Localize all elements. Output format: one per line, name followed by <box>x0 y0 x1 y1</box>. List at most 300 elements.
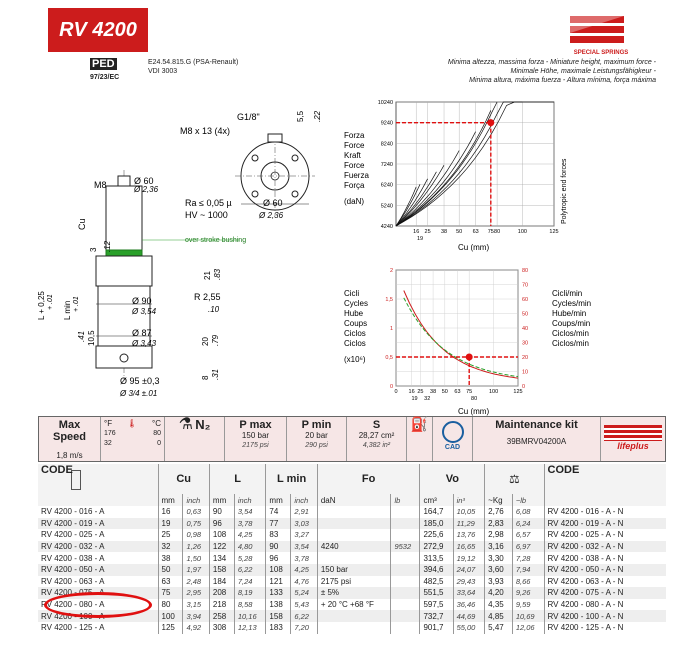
fo-cell <box>391 564 420 576</box>
value-cell: 7,28 <box>512 552 544 564</box>
force-x-tick: 50 <box>456 229 463 235</box>
value-cell: 308 <box>209 622 234 634</box>
spec-gas <box>165 417 225 461</box>
force-x-tick: 16 <box>413 229 420 235</box>
temp-f-unit: °F <box>104 419 113 428</box>
cycles-y-right-tick: 40 <box>522 326 529 332</box>
value-cell: 6,57 <box>512 529 544 541</box>
temp-c-unit: °C <box>152 419 161 428</box>
value-cell: 5,24 <box>291 587 317 599</box>
value-cell: 16,65 <box>453 541 485 553</box>
force-curve <box>396 110 491 226</box>
cycles-curve <box>404 291 518 379</box>
value-cell: 5,43 <box>291 599 317 611</box>
value-cell: 7,94 <box>512 564 544 576</box>
table-row <box>38 552 666 564</box>
s-alt: 4,382 in² <box>362 442 391 449</box>
dim-95: Ø 95 ±0,3 <box>120 376 160 386</box>
cycles-x-tick: 38 <box>430 389 437 395</box>
force-x-tick: 63 <box>472 229 479 235</box>
dim-20: 20 <box>201 337 210 346</box>
value-cell: 133 <box>266 587 291 599</box>
force-x-tick: 80 <box>494 229 501 235</box>
code2-cell: RV 4200 - 075 - A - N <box>544 587 666 599</box>
value-cell: 225,6 <box>420 529 453 541</box>
cycles-y-right-tick: 70 <box>522 282 529 289</box>
value-cell: 6,24 <box>512 518 544 530</box>
code-cell: RV 4200 - 080 - A <box>41 600 105 610</box>
dim-ra: Ra ≤ 0,05 µ <box>185 198 232 208</box>
dim-lplus-in: + .01 <box>47 294 54 310</box>
dim-lmin-in: + .01 <box>73 296 80 312</box>
value-cell: 90 <box>209 506 234 518</box>
spec-s <box>347 417 407 461</box>
unit-cell: lb <box>391 494 420 506</box>
lifeplus-label: lifeplus <box>617 441 649 451</box>
table-row <box>38 541 666 553</box>
dim-236b: Ø 2,36 <box>259 211 284 220</box>
value-cell: 108 <box>266 564 291 576</box>
fo-cell <box>391 622 420 634</box>
cycles-y-right-tick: 10 <box>522 369 529 376</box>
fo-cell <box>391 506 420 518</box>
value-cell: 63 <box>158 576 183 588</box>
value-cell: 29,43 <box>453 576 485 588</box>
brand-logo-icon <box>566 14 628 52</box>
value-cell: 2,98 <box>485 529 513 541</box>
value-cell: 11,29 <box>453 518 485 530</box>
value-cell: 4,25 <box>234 529 266 541</box>
dim-60a: Ø 60 <box>134 176 154 186</box>
value-cell: 13,76 <box>453 529 485 541</box>
fo-cell <box>317 552 391 564</box>
value-cell: 134 <box>209 552 234 564</box>
value-cell: 184 <box>209 576 234 588</box>
value-cell: 83 <box>266 529 291 541</box>
force-ylabel-2: Kraft <box>344 151 361 160</box>
dim-m8x13: M8 x 13 (4x) <box>180 126 231 136</box>
cycles-left-label-4: Ciclos <box>344 329 366 338</box>
brand-name: SPECIAL SPRINGS <box>573 50 629 56</box>
value-cell: 164,7 <box>420 506 453 518</box>
force-ylabel-4: Fuerza <box>344 171 369 180</box>
standard-line: VDI 3003 <box>148 68 178 75</box>
code2-cell: RV 4200 - 050 - A - N <box>544 564 666 576</box>
dim-r255: R 2,55 <box>194 292 221 302</box>
value-cell: 4,76 <box>291 576 317 588</box>
value-cell: 7,24 <box>234 576 266 588</box>
value-cell: 1,97 <box>183 564 209 576</box>
highlight-circle <box>44 592 152 618</box>
spec-cad[interactable] <box>433 417 473 461</box>
force-ylabel-0: Forza <box>344 131 365 140</box>
fo-cell: 150 bar <box>317 564 391 576</box>
value-cell: 2,83 <box>485 518 513 530</box>
dim-g: G1/8" <box>237 112 260 122</box>
cycles-marker-point <box>466 354 473 361</box>
force-y-tick: 5240 <box>380 203 393 210</box>
code2-cell: RV 4200 - 025 - A - N <box>544 529 666 541</box>
fo-cell: 9532 <box>391 541 420 553</box>
force-y-tick: 6240 <box>380 182 393 189</box>
code2-cell: RV 4200 - 032 - A - N <box>544 541 666 553</box>
col-code <box>38 464 158 494</box>
cycles-left-label-5: Ciclos <box>344 339 366 348</box>
value-cell: 482,5 <box>420 576 453 588</box>
maintenance-label: Maintenance kit <box>495 419 578 431</box>
value-cell: 218 <box>209 599 234 611</box>
code-cell: RV 4200 - 050 - A <box>38 564 158 576</box>
force-y-tick: 7240 <box>380 162 393 168</box>
value-cell: 75 <box>158 587 183 599</box>
value-cell: 3,60 <box>485 564 513 576</box>
cycles-per-min-curve <box>404 298 518 377</box>
fo-cell <box>391 610 420 622</box>
force-marker-point <box>487 119 494 126</box>
cycles-y-left-tick: 0 <box>389 384 393 390</box>
cycles-left-label-0: Cicli <box>344 289 360 298</box>
force-y-tick: 4240 <box>380 224 393 230</box>
unit-cell: cm³ <box>420 494 453 506</box>
table-row <box>38 622 666 634</box>
unit-cell: in³ <box>453 494 485 506</box>
p-min-alt: 290 psi <box>305 442 328 449</box>
force-right-label: Polytropic end forces <box>561 158 568 224</box>
force-chart <box>340 96 582 252</box>
cycles-x-tick: 100 <box>489 389 499 395</box>
value-cell: 6,97 <box>512 541 544 553</box>
value-cell: 96 <box>209 518 234 530</box>
cycles-right-label-0: Cicli/min <box>552 289 583 298</box>
value-cell: 125 <box>158 622 183 634</box>
product-title: RV 4200 <box>48 8 148 52</box>
value-cell: 3,78 <box>234 518 266 530</box>
temp-f-max: 176 <box>104 430 116 437</box>
spec-p-max <box>225 417 287 461</box>
cycles-y-right-tick: 30 <box>522 340 529 347</box>
unit-blank <box>544 494 666 506</box>
value-cell: 3,94 <box>183 610 209 622</box>
cycles-x-tick: 0 <box>394 389 398 395</box>
standards <box>148 58 238 76</box>
cycles-x-subtick: 19 <box>411 396 418 402</box>
cycles-left-label-1: Cycles <box>344 299 369 308</box>
spec-p-min <box>287 417 347 461</box>
value-cell: 10,05 <box>453 506 485 518</box>
dim-34: Ø 3/4 ±.01 <box>120 389 158 398</box>
dim-m8: M8 <box>94 180 107 190</box>
fo-cell <box>317 506 391 518</box>
cad-disc-icon <box>442 421 464 443</box>
value-cell: 2,95 <box>183 587 209 599</box>
value-cell: 901,7 <box>420 622 453 634</box>
value-cell: 96 <box>266 552 291 564</box>
value-cell: 5,47 <box>485 622 513 634</box>
code2-cell: RV 4200 - 038 - A - N <box>544 552 666 564</box>
fo-cell <box>317 610 391 622</box>
cycles-right-label-5: Ciclos/min <box>552 339 589 348</box>
cycles-y-right-tick: 20 <box>522 355 529 361</box>
value-cell: 3,03 <box>291 518 317 530</box>
value-cell: 313,5 <box>420 552 453 564</box>
dim-87: Ø 87 <box>132 328 152 338</box>
value-cell: 5,28 <box>234 552 266 564</box>
fo-cell <box>391 518 420 530</box>
value-cell: 74 <box>266 506 291 518</box>
code-cell: RV 4200 - 100 - A <box>38 610 158 622</box>
code2-cell: RV 4200 - 016 - A - N <box>544 506 666 518</box>
force-ylabel-7: (daN) <box>344 197 365 206</box>
value-cell: 12,06 <box>512 622 544 634</box>
fo-cell: 4240 <box>317 541 391 553</box>
value-cell: 2,48 <box>183 576 209 588</box>
value-cell: 8,58 <box>234 599 266 611</box>
value-cell: 208 <box>209 587 234 599</box>
table-row <box>38 506 666 518</box>
code-cell: RV 4200 - 038 - A <box>41 553 105 563</box>
value-cell: 19,12 <box>453 552 485 564</box>
value-cell: 1,26 <box>183 541 209 553</box>
maintenance-value: 39BMRV04200A <box>506 437 567 446</box>
value-cell: 16 <box>158 506 183 518</box>
cycles-x-tick: 125 <box>513 389 523 395</box>
unit-cell: inch <box>183 494 209 506</box>
value-cell: 0,75 <box>183 518 209 530</box>
cycles-y-right-tick: 50 <box>522 311 529 318</box>
unit-cell: inch <box>291 494 317 506</box>
value-cell: 158 <box>266 610 291 622</box>
dim-22: .22 <box>313 110 322 122</box>
cycles-x-subtick: 80 <box>471 396 478 402</box>
force-x-tick: 25 <box>424 229 431 235</box>
temp-c-max: 80 <box>153 430 161 437</box>
dim-12: .12 <box>103 240 112 252</box>
cycles-x-tick: 50 <box>441 389 448 395</box>
dim-41: .41 <box>77 330 86 342</box>
cycles-x-subtick: 32 <box>424 396 431 402</box>
value-cell: 6,08 <box>512 506 544 518</box>
cycles-xlabel: Cu (mm) <box>458 407 490 416</box>
p-min-value: 20 bar <box>305 431 328 440</box>
cycles-left-label-2: Hube <box>344 309 364 318</box>
cycles-y-left-tick: 0,5 <box>385 355 393 361</box>
unit-cell: ~Kg <box>485 494 513 506</box>
spec-max-speed <box>39 417 101 461</box>
value-cell: 3,54 <box>291 541 317 553</box>
value-cell: 3,15 <box>183 599 209 611</box>
cycles-right-label-1: Cycles/min <box>552 299 592 308</box>
value-cell: 551,5 <box>420 587 453 599</box>
force-x-subtick: 19 <box>416 236 424 242</box>
col-code2-label: CODE <box>547 464 580 476</box>
cycles-chart <box>340 262 640 416</box>
cycles-left-label-7: (x10⁶) <box>344 355 366 364</box>
dim-hv: HV ~ 1000 <box>185 210 228 220</box>
value-cell: 4,85 <box>485 610 513 622</box>
value-cell: 4,25 <box>291 564 317 576</box>
dim-90: Ø 90 <box>132 296 152 306</box>
value-cell: 55,00 <box>453 622 485 634</box>
value-cell: 1,50 <box>183 552 209 564</box>
value-cell: 0,98 <box>183 529 209 541</box>
table-row <box>38 529 666 541</box>
value-cell: 272,9 <box>420 541 453 553</box>
thermometer-icon: 🌡 <box>126 419 138 428</box>
force-x-tick: 100 <box>517 229 527 235</box>
fo-cell <box>391 599 420 611</box>
gas-label: N₂ <box>195 417 211 432</box>
cycles-y-right-tick: 60 <box>522 297 529 303</box>
description-line: Minimale Höhe, maximale Leistungsfähigkeur - <box>510 68 656 75</box>
value-cell: 25 <box>158 529 183 541</box>
standard-line: E24.54.815.G (PSA-Renault) <box>148 59 239 66</box>
force-xlabel: Cu (mm) <box>458 243 490 252</box>
spec-oil <box>407 417 433 461</box>
code-cell: RV 4200 - 032 - A <box>38 541 158 553</box>
dim-105: 10,5 <box>87 330 96 346</box>
value-cell: 2,76 <box>485 506 513 518</box>
oil-icon: ⛽ <box>410 416 429 432</box>
unit-cell: mm <box>266 494 291 506</box>
brand-logo <box>566 14 628 54</box>
dim-21: 21 <box>203 271 212 280</box>
value-cell: 3,27 <box>291 529 317 541</box>
over-stroke-label: over stroke bushing <box>185 237 247 244</box>
dim-55: 5,5 <box>296 110 305 122</box>
fo-cell: 2175 psi <box>317 576 391 588</box>
gas-bottle-icon: ⚗ <box>178 416 193 433</box>
value-cell: 10,69 <box>512 610 544 622</box>
dim-3: 3 <box>89 247 98 252</box>
cycles-y-left-tick: 2 <box>389 268 393 274</box>
value-cell: 732,7 <box>420 610 453 622</box>
code-cell: RV 4200 - 019 - A <box>38 518 158 530</box>
description-line: Minima altezza, massima forza - Miniature height, maximum force - <box>447 59 656 66</box>
code2-cell: RV 4200 - 063 - A - N <box>544 576 666 588</box>
max-speed-label: Max Speed <box>52 419 86 443</box>
ped-mark <box>90 58 117 70</box>
cycles-x-tick: 16 <box>408 389 415 395</box>
ped-sub: 97/23/EC <box>90 74 120 81</box>
cycles-y-right-tick: 0 <box>522 384 526 390</box>
value-cell: 3,30 <box>485 552 513 564</box>
spec-strip <box>38 416 666 462</box>
code-cell: RV 4200 - 025 - A <box>41 530 105 540</box>
value-cell: 50 <box>158 564 183 576</box>
value-cell: 36,46 <box>453 599 485 611</box>
dim-83: .83 <box>213 268 222 280</box>
code-cell: RV 4200 - 063 - A <box>41 576 105 586</box>
force-x-tick: 38 <box>440 229 448 235</box>
weight-icon: ⚖ <box>508 472 520 486</box>
unit-cell: mm <box>158 494 183 506</box>
value-cell: 3,93 <box>485 576 513 588</box>
cycles-x-tick: 75 <box>466 389 473 395</box>
fo-cell <box>317 518 391 530</box>
force-x-tick: 125 <box>549 229 559 235</box>
code-cell: RV 4200 - 075 - A <box>38 587 158 599</box>
table-row <box>38 576 666 588</box>
p-min-label: P min <box>301 419 332 431</box>
value-cell: 77 <box>266 518 291 530</box>
code2-cell: RV 4200 - 125 - A - N <box>544 622 666 634</box>
code2-cell: RV 4200 - 019 - A - N <box>544 518 666 530</box>
col-l: L <box>209 464 266 494</box>
force-ylabel-1: Force <box>344 141 365 150</box>
fo-cell <box>317 529 391 541</box>
force-y-tick: 9240 <box>380 120 393 127</box>
value-cell: 108 <box>209 529 234 541</box>
fo-cell <box>317 622 391 634</box>
value-cell: 183 <box>266 622 291 634</box>
value-cell: 8,66 <box>512 576 544 588</box>
value-cell: 9,26 <box>512 587 544 599</box>
force-ylabel-5: Força <box>344 181 365 190</box>
unit-cell: mm <box>209 494 234 506</box>
units-blank <box>38 494 158 506</box>
value-cell: 10,16 <box>234 610 266 622</box>
value-cell: 4,35 <box>485 599 513 611</box>
value-cell: 394,6 <box>420 564 453 576</box>
code2-cell: RV 4200 - 100 - A - N <box>544 610 666 622</box>
value-cell: 3,78 <box>291 552 317 564</box>
value-cell: 7,20 <box>291 622 317 634</box>
fo-cell: ± 5% <box>317 587 391 599</box>
value-cell: 44,69 <box>453 610 485 622</box>
col-lmin: L min <box>266 464 317 494</box>
code-cell: RV 4200 - 016 - A <box>41 507 105 517</box>
dim-lmin: L min <box>63 300 72 320</box>
value-cell: 185,0 <box>420 518 453 530</box>
spec-maintenance <box>473 417 601 461</box>
col-cu: Cu <box>158 464 209 494</box>
fo-cell: + 20 °C +68 °F <box>317 599 391 611</box>
p-max-label: P max <box>239 419 272 431</box>
dim-lplus: L + 0,25 <box>37 291 46 320</box>
description-line: Minima altura, máxima fuerza - Altura mínima, força máxima <box>469 77 656 84</box>
technical-drawing <box>30 90 340 410</box>
unit-cell: ~lb <box>512 494 544 506</box>
value-cell: 6,22 <box>291 610 317 622</box>
max-speed-value: 1,8 m/s <box>56 451 83 460</box>
unit-cell: inch <box>234 494 266 506</box>
cycles-left-label-3: Coups <box>344 319 368 328</box>
cycles-y-left-tick: 1 <box>389 326 393 332</box>
value-cell: 158 <box>209 564 234 576</box>
dim-cu: Cu <box>77 218 87 230</box>
spec-temperature <box>101 417 165 461</box>
fo-cell <box>391 587 420 599</box>
force-x-tick: 75 <box>487 229 494 235</box>
cycles-x-tick: 25 <box>417 389 424 395</box>
dim-354: Ø 3,54 <box>132 307 157 316</box>
col-fo: Fo <box>317 464 420 494</box>
value-cell: 258 <box>209 610 234 622</box>
dim-343: Ø 3,43 <box>132 339 157 348</box>
dim-79: .79 <box>211 334 220 346</box>
force-y-tick: 10240 <box>377 100 393 106</box>
value-cell: 597,5 <box>420 599 453 611</box>
dim-8: 8 <box>201 375 210 380</box>
dim-10: .10 <box>208 305 220 314</box>
p-max-value: 150 bar <box>241 431 270 440</box>
value-cell: 100 <box>158 610 183 622</box>
value-cell: 4,92 <box>183 622 209 634</box>
value-cell: 33,64 <box>453 587 485 599</box>
col-code-label: CODE <box>41 464 73 476</box>
cycles-right-label-4: Ciclos/min <box>552 329 589 338</box>
cycles-y-right-tick: 80 <box>522 268 529 274</box>
